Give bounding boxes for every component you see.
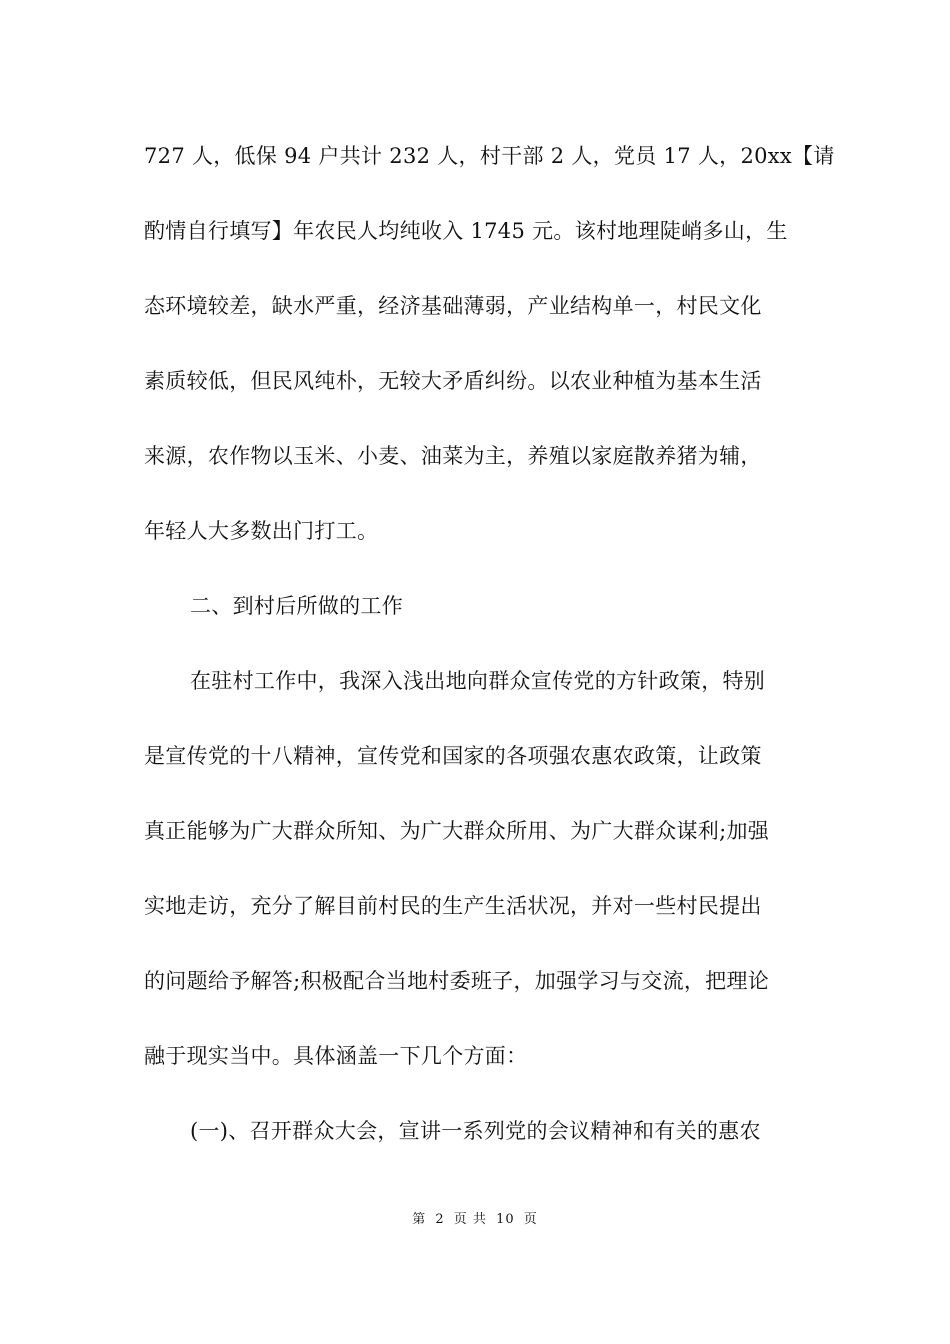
total-page-number: 10 (496, 1212, 515, 1227)
text-line: 酌情自行填写】年农民人均纯收入 1745 元。该村地理陡峭多山，生 (144, 219, 788, 243)
text-line: 在驻村工作中，我深入浅出地向群众宣传党的方针政策，特别 (190, 669, 766, 693)
footer-suffix: 页 (523, 1212, 538, 1227)
page-footer (0, 1208, 950, 1227)
text-line: 融于现实当中。具体涵盖一下几个方面： (144, 1044, 528, 1068)
section-heading: 二、到村后所做的工作 (190, 594, 403, 618)
text-line: 来源，农作物以玉米、小麦、油菜为主，养殖以家庭散养猪为辅， (144, 444, 762, 468)
text-line: 年轻人大多数出门打工。 (144, 519, 379, 543)
current-page-number: 2 (435, 1212, 445, 1227)
text-line: 实地走访，充分了解目前村民的生产生活状况，并对一些村民提出 (144, 894, 762, 918)
footer-prefix: 第 (412, 1212, 427, 1227)
document-body (144, 128, 835, 1178)
text-line: 真正能够为广大群众所知、为广大群众所用、为广大群众谋利;加强 (144, 819, 770, 843)
text-line: 的问题给予解答;积极配合当地村委班子，加强学习与交流，把理论 (144, 969, 770, 993)
text-line: (一)、召开群众大会，宣讲一系列党的会议精神和有关的惠农 (190, 1119, 761, 1143)
text-line: 素质较低，但民风纯朴，无较大矛盾纠纷。以农业种植为基本生活 (144, 369, 762, 393)
text-line: 727 人，低保 94 户共计 232 人，村干部 2 人，党员 17 人，20xx【请 (144, 144, 835, 168)
footer-middle: 页 共 (453, 1212, 487, 1227)
text-line: 态环境较差，缺水严重，经济基础薄弱，产业结构单一，村民文化 (144, 294, 762, 318)
text-line: 是宣传党的十八精神，宣传党和国家的各项强农惠农政策，让政策 (144, 744, 762, 768)
